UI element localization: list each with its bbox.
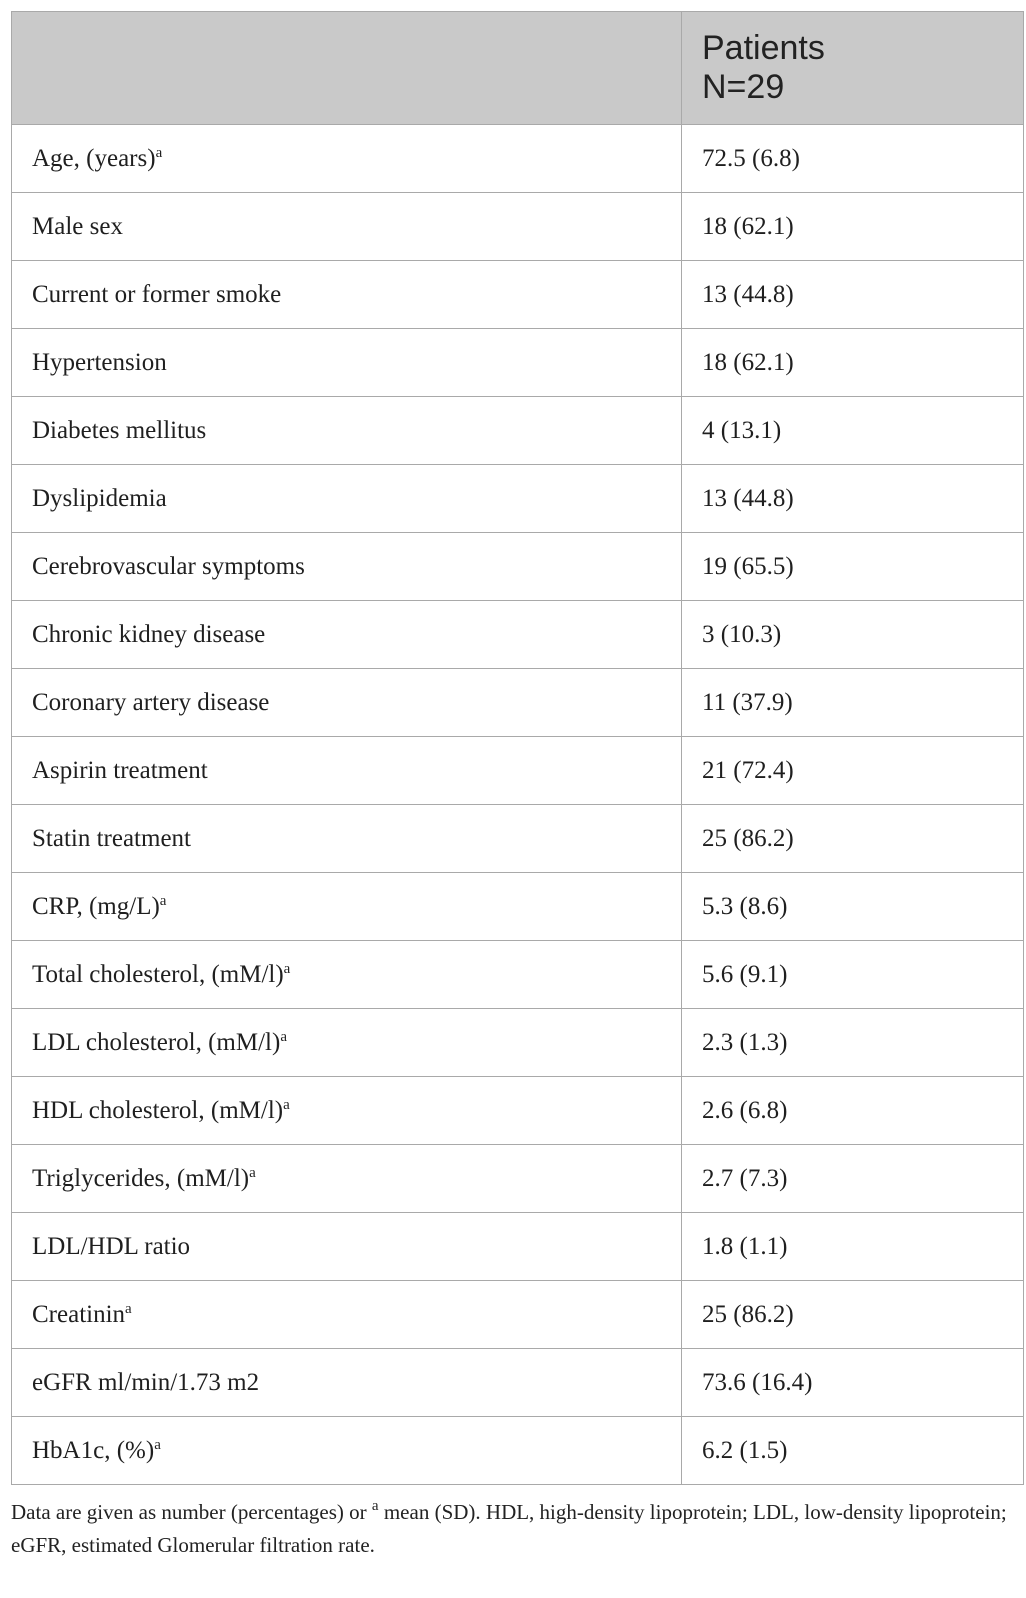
table-row — [12, 465, 1024, 533]
row-label: Statin treatment — [32, 824, 191, 852]
table-row — [12, 941, 1024, 1009]
row-label-cell — [12, 1213, 682, 1281]
row-label: eGFR ml/min/1.73 m2 — [32, 1368, 260, 1396]
row-label-cell — [12, 737, 682, 805]
row-label-cell — [12, 1281, 682, 1349]
table-row — [12, 329, 1024, 397]
row-value-cell: 19 (65.5) — [682, 533, 1024, 601]
row-label: Total cholesterol, (mM/l) — [32, 960, 284, 988]
row-label: Current or former smoke — [32, 280, 282, 308]
row-label-cell — [12, 533, 682, 601]
table-body — [12, 125, 1024, 1485]
header-patients-label: Patients — [702, 29, 825, 67]
header-patients-cell — [682, 12, 1024, 125]
table-row — [12, 1349, 1024, 1417]
row-label: Age, (years) — [32, 144, 156, 172]
row-label: HDL cholesterol, (mM/l) — [32, 1096, 284, 1124]
row-label: Triglycerides, (mM/l) — [32, 1164, 250, 1192]
row-value-cell: 25 (86.2) — [682, 805, 1024, 873]
row-value-cell: 13 (44.8) — [682, 261, 1024, 329]
row-label-cell — [12, 193, 682, 261]
row-label-cell — [12, 261, 682, 329]
row-value-cell: 6.2 (1.5) — [682, 1417, 1024, 1485]
table-row — [12, 193, 1024, 261]
row-label-cell — [12, 941, 682, 1009]
row-value-cell: 3 (10.3) — [682, 601, 1024, 669]
row-label-cell — [12, 873, 682, 941]
table-row — [12, 805, 1024, 873]
row-label-cell — [12, 1145, 682, 1213]
row-value-cell: 2.7 (7.3) — [682, 1145, 1024, 1213]
row-value-cell: 18 (62.1) — [682, 329, 1024, 397]
row-label-cell — [12, 669, 682, 737]
row-label-superscript: a — [280, 1028, 287, 1045]
row-label-cell — [12, 397, 682, 465]
table-header-row — [12, 12, 1024, 125]
table-row — [12, 533, 1024, 601]
row-label: Chronic kidney disease — [32, 620, 266, 648]
table-row — [12, 1213, 1024, 1281]
table-footnote — [11, 1496, 1021, 1562]
row-value-cell: 73.6 (16.4) — [682, 1349, 1024, 1417]
footnote-text-1: Data are given as number (percentages) or — [11, 1500, 372, 1524]
footnote-text-2: mean (SD). HDL, high-density lipoprotein; LDL, low-density lipoprotein; eGFR, estimated Glomerular filtration rate. — [11, 1500, 1007, 1557]
row-label: Hypertension — [32, 348, 167, 376]
row-label: Cerebrovascular symptoms — [32, 552, 305, 580]
table-row — [12, 601, 1024, 669]
row-value-cell: 5.6 (9.1) — [682, 941, 1024, 1009]
row-label-superscript: a — [125, 1300, 132, 1317]
table-row — [12, 1009, 1024, 1077]
patient-characteristics-table-container — [11, 11, 1023, 1485]
row-value-cell: 2.3 (1.3) — [682, 1009, 1024, 1077]
row-label-cell — [12, 125, 682, 193]
row-label-superscript: a — [154, 1436, 161, 1453]
row-label: Dyslipidemia — [32, 484, 167, 512]
row-label: Creatinin — [32, 1300, 126, 1328]
patient-characteristics-table — [11, 11, 1024, 1485]
header-empty-cell — [12, 12, 682, 125]
row-label: HbA1c, (%) — [32, 1436, 155, 1464]
row-value-cell: 11 (37.9) — [682, 669, 1024, 737]
row-label-superscript: a — [283, 960, 291, 977]
table-row — [12, 1145, 1024, 1213]
table-row — [12, 1417, 1024, 1485]
row-label-cell — [12, 1349, 682, 1417]
row-value-cell: 2.6 (6.8) — [682, 1077, 1024, 1145]
table-row — [12, 125, 1024, 193]
row-value-cell: 5.3 (8.6) — [682, 873, 1024, 941]
row-value-cell: 21 (72.4) — [682, 737, 1024, 805]
header-patients-count: N=29 — [702, 68, 785, 106]
row-label-cell — [12, 465, 682, 533]
row-value-cell: 25 (86.2) — [682, 1281, 1024, 1349]
row-value-cell: 18 (62.1) — [682, 193, 1024, 261]
row-label-superscript: a — [155, 144, 163, 161]
row-label: Male sex — [32, 212, 123, 240]
row-label: LDL cholesterol, (mM/l) — [32, 1028, 281, 1056]
row-value-cell: 1.8 (1.1) — [682, 1213, 1024, 1281]
row-label-cell — [12, 805, 682, 873]
table-row — [12, 397, 1024, 465]
row-label: Coronary artery disease — [32, 688, 270, 716]
row-label: CRP, (mg/L) — [32, 892, 160, 920]
table-row — [12, 261, 1024, 329]
row-value-cell: 4 (13.1) — [682, 397, 1024, 465]
row-label-cell — [12, 1077, 682, 1145]
row-label-superscript: a — [249, 1164, 256, 1181]
row-label-cell — [12, 1009, 682, 1077]
row-label-superscript: a — [159, 892, 167, 909]
row-label: LDL/HDL ratio — [32, 1232, 191, 1260]
table-row — [12, 1077, 1024, 1145]
row-label-superscript: a — [283, 1096, 290, 1113]
row-label-cell — [12, 329, 682, 397]
row-label: Aspirin treatment — [32, 756, 208, 784]
table-row — [12, 669, 1024, 737]
row-label-cell — [12, 1417, 682, 1485]
row-value-cell: 72.5 (6.8) — [682, 125, 1024, 193]
table-row — [12, 1281, 1024, 1349]
table-row — [12, 737, 1024, 805]
footnote-superscript: a — [371, 1498, 379, 1514]
row-label-cell — [12, 601, 682, 669]
row-label: Diabetes mellitus — [32, 416, 207, 444]
row-value-cell: 13 (44.8) — [682, 465, 1024, 533]
table-row — [12, 873, 1024, 941]
